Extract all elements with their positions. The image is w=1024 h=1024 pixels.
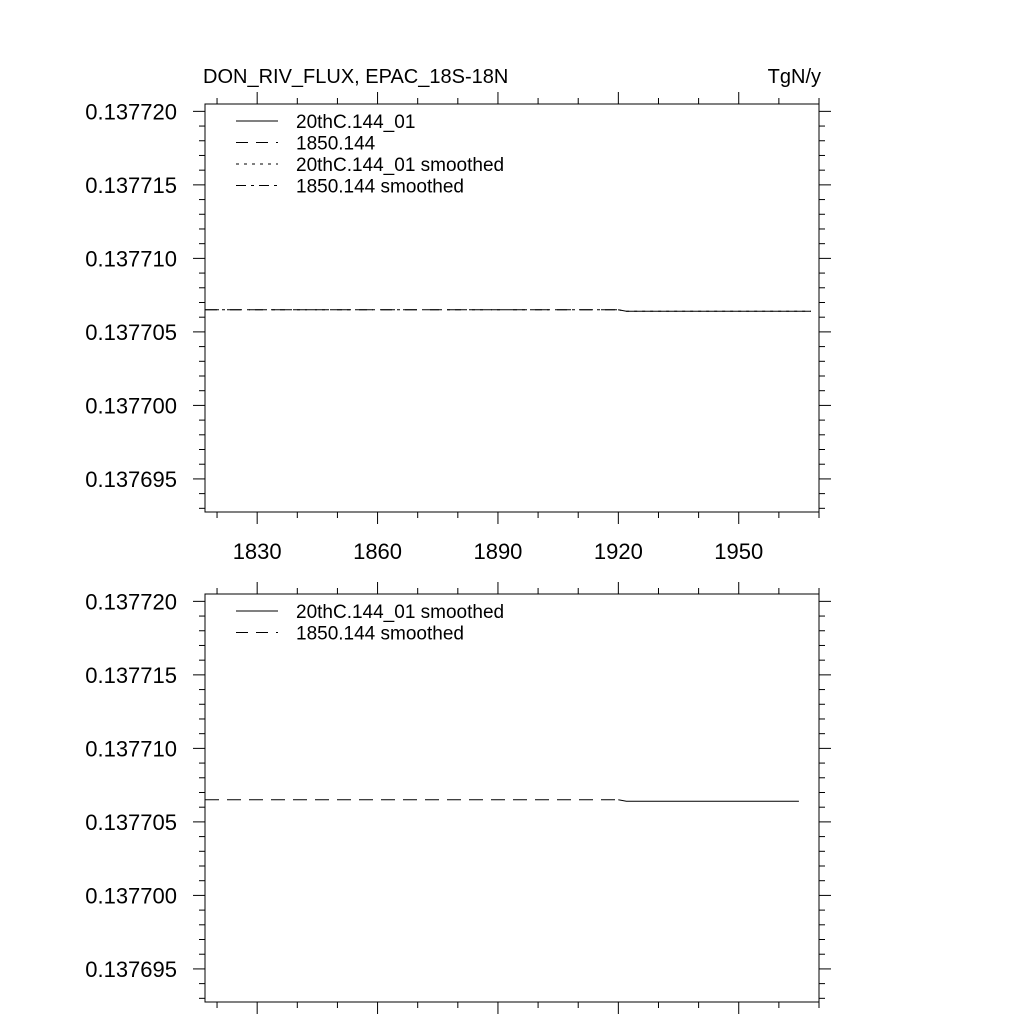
legend-label-4: 1850.144 smoothed [296, 176, 464, 198]
legend-label-1: 20thC.144_01 smoothed [296, 602, 505, 623]
legend-label-1: 20thC.144_01 [296, 112, 416, 133]
y-tick-label: 0.137720 [85, 99, 177, 125]
y-tick-label: 0.137715 [85, 662, 177, 688]
series-line-1 [618, 800, 799, 802]
x-tick-label: 1890 [473, 539, 523, 564]
x-tick-label: 1830 [232, 539, 282, 564]
y-tick-label: 0.137710 [85, 246, 177, 272]
y-tick-label: 0.137720 [85, 589, 177, 615]
y-tick-label: 0.137695 [85, 466, 177, 492]
y-tick-label: 0.137695 [85, 956, 177, 982]
y-tick-label: 0.137700 [85, 393, 177, 419]
chart-panel-2 [85, 582, 831, 1014]
y-axis-ticks [193, 601, 831, 998]
chart-title: DON_RIV_FLUX, EPAC_18S-18N [203, 66, 509, 88]
y-tick-label: 0.137700 [85, 883, 177, 909]
y-tick-label: 0.137715 [85, 172, 177, 198]
y-tick-label: 0.137705 [85, 319, 177, 345]
x-axis-ticks [217, 582, 819, 1014]
chart-panel-1 [85, 66, 831, 564]
x-tick-label: 1950 [714, 539, 764, 564]
legend-label-3: 20thC.144_01 smoothed [296, 155, 505, 176]
x-tick-label: 1920 [593, 539, 643, 564]
legend-label-2: 1850.144 [296, 133, 376, 155]
plot-frame [205, 594, 819, 1002]
y-tick-label: 0.137705 [85, 809, 177, 835]
chart-units: TgN/y [767, 66, 821, 88]
legend-label-2: 1850.144 smoothed [296, 623, 464, 645]
y-tick-label: 0.137710 [85, 736, 177, 762]
x-tick-label: 1860 [353, 539, 403, 564]
